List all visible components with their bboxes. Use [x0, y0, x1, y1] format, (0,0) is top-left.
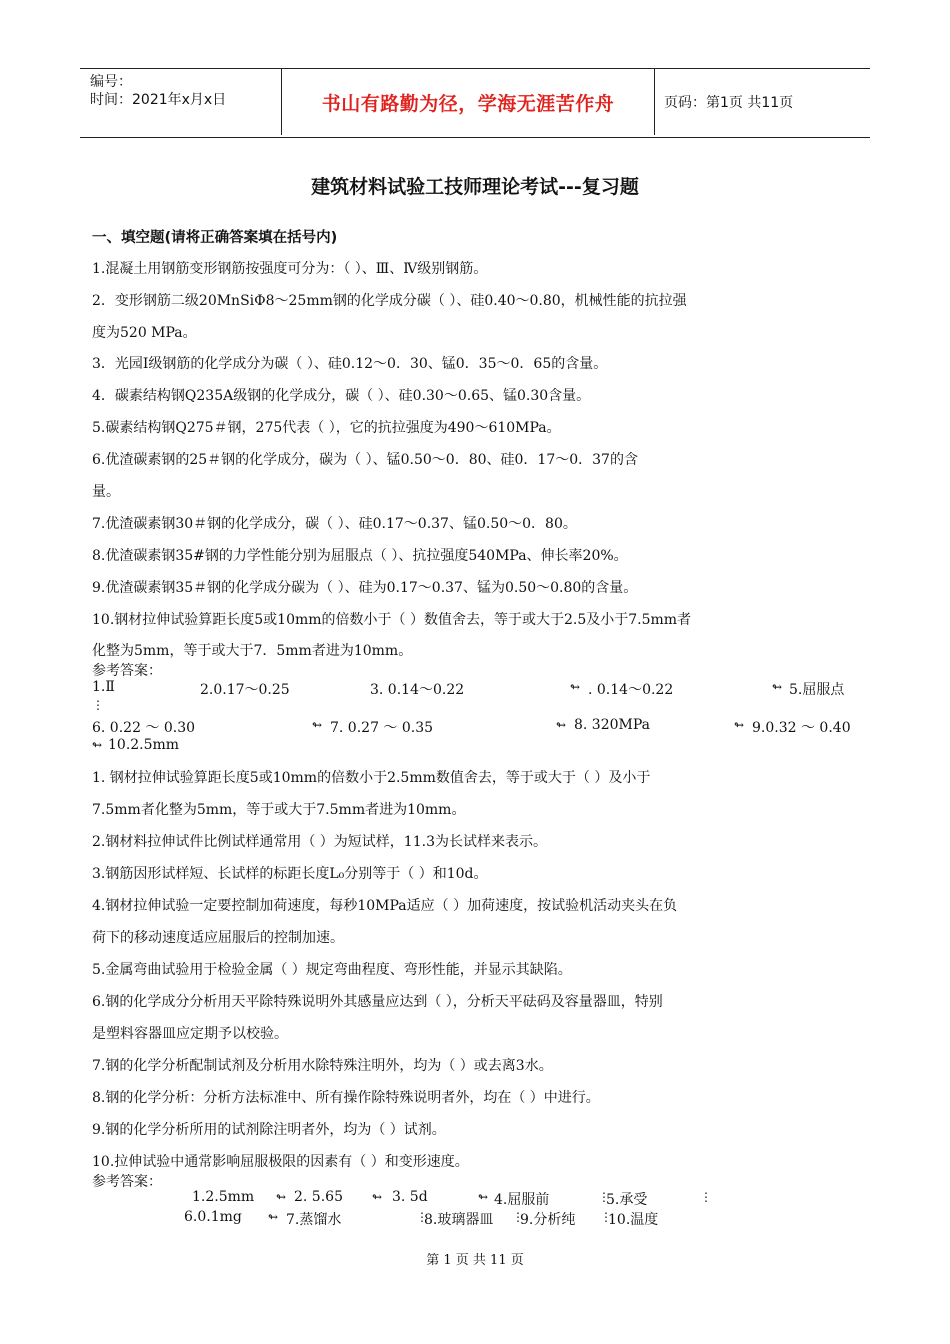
link-mark-icon: ↬ — [556, 718, 567, 732]
header-left-cell — [80, 69, 280, 137]
question-line: 4.钢材拉伸试验一定要控制加荷速度，每秒10MPa适应（ ）加荷速度，按试验机活动夹头在负 — [92, 898, 678, 914]
answer-item: 3. 5d — [392, 1189, 428, 1205]
question-line: 6.优渣碳素钢的25＃钢的化学成分，碳为（ ）、锰0.50～0．80、硅0．17～0．37的含 — [92, 452, 638, 468]
doc-number-label: 编号： — [90, 74, 132, 90]
question-line: 5.金属弯曲试验用于检验金属（ ）规定弯曲程度、弯形性能，并显示其缺陷。 — [92, 962, 572, 978]
question-line: 量。 — [92, 484, 120, 500]
question-line: 2.钢材料拉伸试件比例试样通常用（ ）为短试样，11.3为长试样来表示。 — [92, 834, 547, 850]
question-line: 1. 钢材拉伸试验算距长度5或10mm的倍数小于2.5mm数值舍去，等于或大于（ ）及小于 — [92, 770, 651, 786]
link-mark-icon: ↬ — [478, 1190, 489, 1204]
answer-item: 4.屈服前 — [494, 1192, 550, 1208]
date-label: 时间：2021年x月x日 — [90, 92, 227, 108]
ellipsis-mark: ⋮ — [598, 1190, 610, 1204]
question-line: 10.钢材拉伸试验算距长度5或10mm的倍数小于（ ）数值舍去，等于或大于2.5及小于7.5mm者 — [92, 612, 692, 628]
link-mark-icon: ↬ — [92, 738, 103, 752]
answer-item: 2.0.17～0.25 — [200, 682, 290, 698]
answer-item: . 0.14～0.22 — [588, 682, 674, 698]
answer-item: 8.玻璃器皿 — [424, 1212, 494, 1228]
section-heading: 一、填空题(请将正确答案填在括号内) — [92, 230, 338, 246]
link-mark-icon: ↬ — [268, 1210, 279, 1224]
answer-item: 9.分析纯 — [520, 1212, 576, 1228]
answer-item: 2. 5.65 — [294, 1189, 343, 1205]
motto-text: 书山有路勤为径，学海无涯苦作舟 — [321, 92, 615, 115]
question-line: 7.5mm者化整为5mm，等于或大于7.5mm者进为10mm。 — [92, 802, 466, 818]
question-line: 6.钢的化学成分分析用天平除特殊说明外其感量应达到（ ），分析天平砝码及容量器皿，特别 — [92, 994, 663, 1010]
answer-item: 6. 0.22 ～ 0.30 — [92, 720, 196, 736]
question-line: 荷下的移动速度适应屈服后的控制加速。 — [92, 930, 344, 946]
question-line: 4．碳素结构钢Q235A级钢的化学成分，碳（ ）、硅0.30～0.65、锰0.30含量。 — [92, 388, 591, 404]
link-mark-icon: ↬ — [276, 1190, 287, 1204]
question-line: 5.碳素结构钢Q275＃钢，275代表（ ），它的抗拉强度为490～610MPa。 — [92, 420, 561, 436]
question-line: 化整为5mm，等于或大于7．5mm者进为10mm。 — [92, 643, 413, 659]
answer-item: 1.Ⅱ — [92, 679, 115, 695]
question-line: 2．变形钢筋二级20MnSiΦ8～25mm钢的化学成分碳（ ）、硅0.40～0.80，机械性能的抗拉强 — [92, 293, 687, 309]
question-line: 1.混凝土用钢筋变形钢筋按强度可分为：（ ）、Ⅲ、Ⅳ级别钢筋。 — [92, 261, 488, 277]
answer-item: 10.温度 — [608, 1212, 659, 1228]
question-line: 是塑料容器皿应定期予以校验。 — [92, 1026, 288, 1042]
ellipsis-mark: ⋮ — [600, 1210, 612, 1224]
question-line: 3．光园Ⅰ级钢筋的化学成分为碳（ ）、硅0.12～0．30、锰0．35～0．65的含量。 — [92, 356, 608, 372]
answer-item: 7.蒸馏水 — [286, 1212, 342, 1228]
question-line: 7.钢的化学分析配制试剂及分析用水除特殊注明外，均为（ ）或去离3水。 — [92, 1058, 553, 1074]
answer-item: 5.屈服点 — [789, 682, 845, 698]
question-line: 7.优渣碳素钢30＃钢的化学成分，碳（ ）、硅0.17～0.37、锰0.50～0．80。 — [92, 516, 577, 532]
page-title: 建筑材料试验工技师理论考试---复习题 — [311, 176, 639, 198]
header-table — [80, 68, 870, 138]
answer-item: 10.2.5mm — [108, 737, 180, 753]
question-line: 度为520 MPa。 — [92, 325, 197, 341]
ellipsis-mark: ⋮ — [700, 1190, 712, 1204]
page-info: 页码：第1页 共11页 — [664, 95, 794, 111]
answer-item: 6.0.1mg — [184, 1209, 242, 1225]
question-line: 9.优渣碳素钢35＃钢的化学成分碳为（ ）、硅为0.17～0.37、锰为0.50～0.80的含量。 — [92, 580, 638, 596]
answer-item: 7. 0.27 ～ 0.35 — [330, 720, 434, 736]
answer-item: 1.2.5mm — [192, 1189, 255, 1205]
answers-label: 参考答案： — [92, 1174, 162, 1190]
question-line: 3.钢筋因形试样短、长试样的标距长度L₀分别等于（ ）和10d。 — [92, 866, 488, 882]
answers-label: 参考答案： — [92, 663, 162, 679]
answer-item: 5.承受 — [606, 1192, 648, 1208]
question-line: 8.优渣碳素钢35#钢的力学性能分别为屈服点（ ）、抗拉强度540MPa、伸长率20%。 — [92, 548, 628, 564]
header-motto-cell — [281, 69, 655, 135]
link-mark-icon: ↬ — [734, 718, 745, 732]
answer-item: 3. 0.14～0.22 — [370, 682, 465, 698]
page-footer: 第 1 页 共 11 页 — [426, 1253, 524, 1268]
header-right-cell — [654, 69, 870, 137]
answer-item: 9.0.32 ～ 0.40 — [752, 720, 851, 736]
ellipsis-mark: ⋮ — [416, 1210, 428, 1224]
question-line: 8.钢的化学分析：分析方法标准中、所有操作除特殊说明者外，均在（ ）中进行。 — [92, 1090, 600, 1106]
link-mark-icon: ↬ — [570, 680, 581, 694]
answer-item: 8. 320MPa — [574, 717, 651, 733]
question-line: 10.拉伸试验中通常影响屈服极限的因素有（ ）和变形速度。 — [92, 1154, 469, 1170]
link-mark-icon: ↬ — [372, 1190, 383, 1204]
ellipsis-mark: ⋮ — [92, 698, 104, 712]
link-mark-icon: ↬ — [772, 680, 783, 694]
question-line: 9.钢的化学分析所用的试剂除注明者外，均为（ ）试剂。 — [92, 1122, 446, 1138]
ellipsis-mark: ⋮ — [512, 1210, 524, 1224]
link-mark-icon: ↬ — [312, 718, 323, 732]
